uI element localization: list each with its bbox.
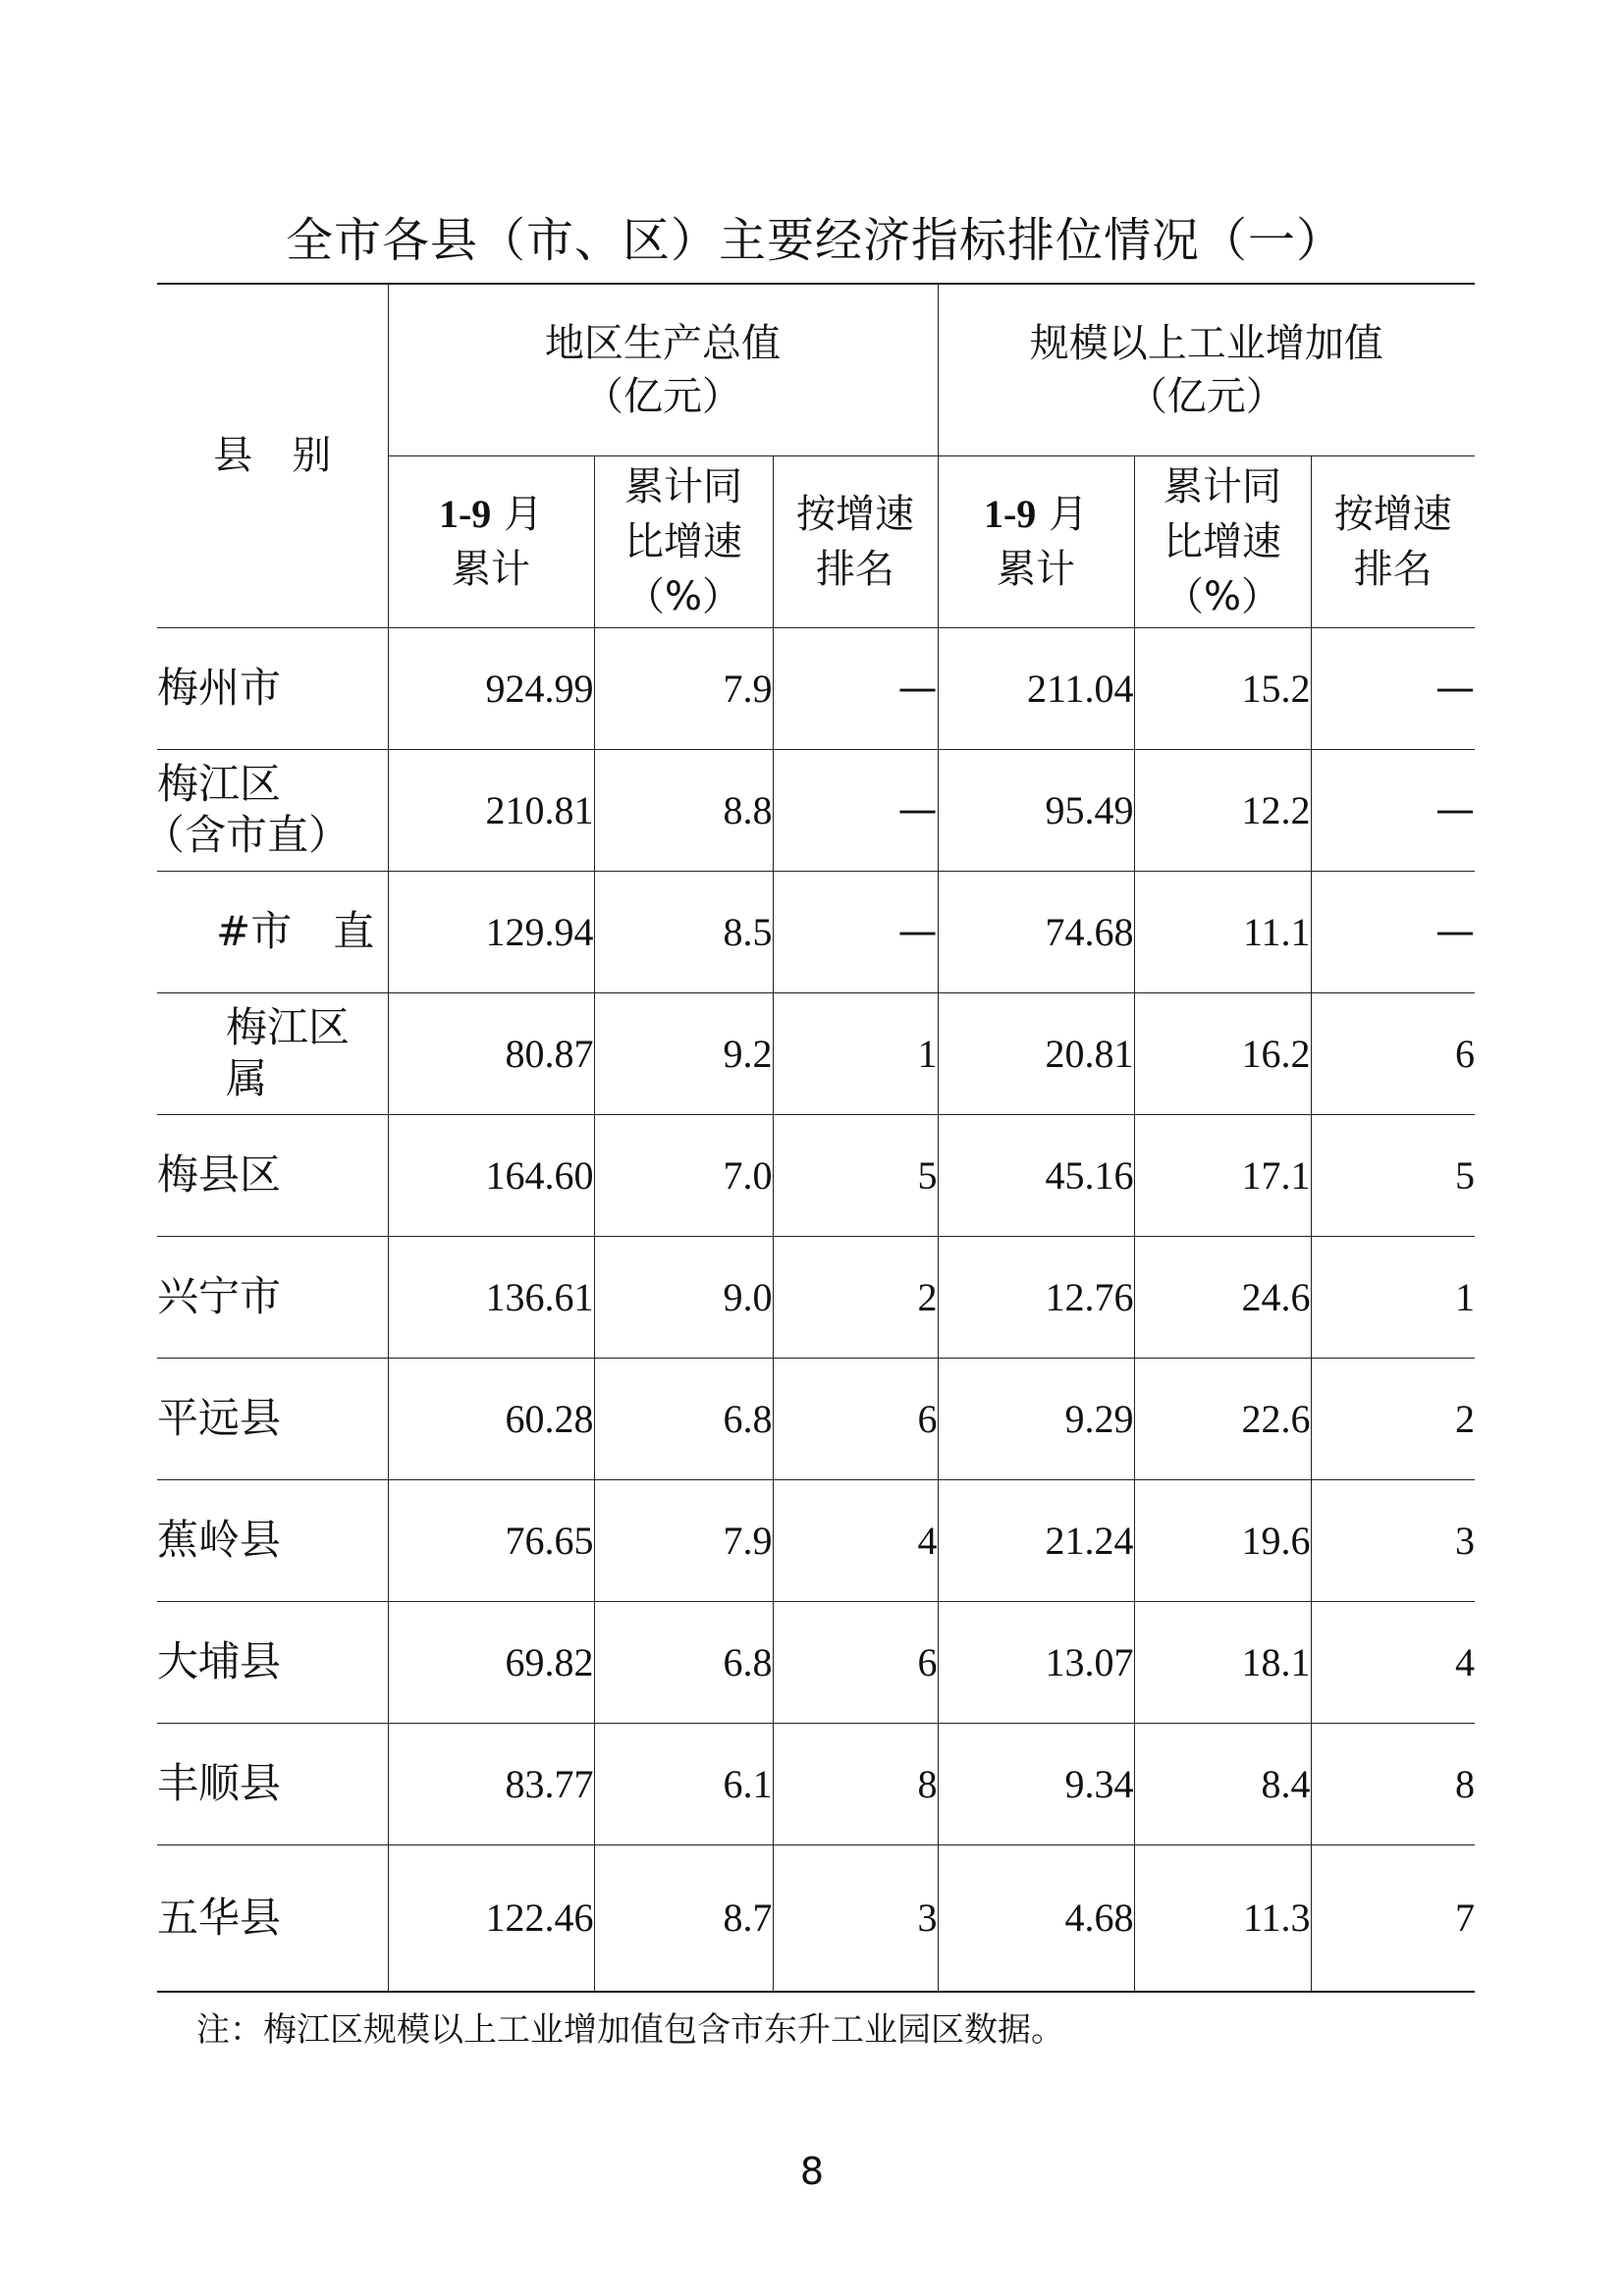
gdp-value: 83.77 [388,1723,594,1844]
industry-rank: — [1311,627,1475,749]
gdp-growth: 6.1 [594,1723,773,1844]
industry-growth: 19.6 [1134,1479,1311,1601]
gdp-growth: 6.8 [594,1358,773,1479]
table-row [157,749,1475,871]
gdp-value: 76.65 [388,1479,594,1601]
indicator-table [143,283,1476,1993]
industry-growth: 18.1 [1134,1601,1311,1723]
gdp-rank: 4 [773,1479,938,1601]
gdp-growth-header: 累计同 比增速 （%） [594,455,773,627]
industry-value: 21.24 [938,1479,1134,1601]
industry-rank: 5 [1311,1114,1475,1236]
industry-growth: 12.2 [1134,749,1311,871]
industry-value: 12.76 [938,1236,1134,1358]
industry-growth-header: 累计同 比增速 （%） [1134,455,1311,627]
gdp-growth: 7.9 [594,1479,773,1601]
gdp-value: 60.28 [388,1358,594,1479]
gdp-growth: 7.9 [594,627,773,749]
gdp-rank: 5 [773,1114,938,1236]
industry-rank: — [1311,749,1475,871]
county-header: 县 别 [157,284,388,627]
gdp-rank: — [773,749,938,871]
gdp-cumulative-header: 1-9 月 累计 [388,455,594,627]
gdp-rank: — [773,871,938,992]
industry-rank: 6 [1311,992,1475,1114]
table-row [157,1479,1475,1601]
gdp-value: 129.94 [388,871,594,992]
table-row [157,992,1475,1114]
gdp-growth: 8.7 [594,1844,773,1992]
industry-rank: — [1311,871,1475,992]
gdp-value: 136.61 [388,1236,594,1358]
gdp-rank: — [773,627,938,749]
industry-group-header: 规模以上工业增加值 （亿元） [938,284,1475,455]
industry-value: 45.16 [938,1114,1134,1236]
gdp-value: 210.81 [388,749,594,871]
gdp-growth: 9.0 [594,1236,773,1358]
county-name: 丰顺县 [157,1723,388,1844]
industry-growth: 11.1 [1134,871,1311,992]
industry-value: 211.04 [938,627,1134,749]
industry-growth: 24.6 [1134,1236,1311,1358]
page-number: 8 [799,2150,825,2193]
county-name: 大埔县 [157,1601,388,1723]
table-row [157,1601,1475,1723]
gdp-group-header: 地区生产总值 （亿元） [388,284,938,455]
industry-value: 13.07 [938,1601,1134,1723]
gdp-growth: 6.8 [594,1601,773,1723]
gdp-growth: 8.8 [594,749,773,871]
gdp-growth: 7.0 [594,1114,773,1236]
industry-growth: 22.6 [1134,1358,1311,1479]
gdp-value: 164.60 [388,1114,594,1236]
gdp-value: 69.82 [388,1601,594,1723]
industry-rank: 7 [1311,1844,1475,1992]
industry-value: 20.81 [938,992,1134,1114]
page-title: 全市各县（市、区）主要经济指标排位情况（一） [285,213,1344,268]
industry-growth: 11.3 [1134,1844,1311,1992]
industry-value: 74.68 [938,871,1134,992]
industry-growth: 15.2 [1134,627,1311,749]
gdp-value: 80.87 [388,992,594,1114]
gdp-rank-header: 按增速 排名 [773,455,938,627]
table-note: 注：梅江区规模以上工业增加值包含市东升工业园区数据。 [196,2010,1064,2050]
gdp-value: 924.99 [388,627,594,749]
industry-rank: 1 [1311,1236,1475,1358]
table-row [157,1723,1475,1844]
gdp-rank: 8 [773,1723,938,1844]
gdp-value: 122.46 [388,1844,594,1992]
industry-growth: 8.4 [1134,1723,1311,1844]
county-name: 五华县 [157,1844,388,1992]
table-row [157,627,1475,749]
gdp-rank: 3 [773,1844,938,1992]
county-name: 蕉岭县 [157,1479,388,1601]
gdp-rank: 6 [773,1601,938,1723]
industry-rank: 4 [1311,1601,1475,1723]
gdp-growth: 9.2 [594,992,773,1114]
county-name: 梅州市 [157,627,388,749]
county-name: 梅县区 [157,1114,388,1236]
county-name: 平远县 [157,1358,388,1479]
industry-value: 9.29 [938,1358,1134,1479]
gdp-rank: 1 [773,992,938,1114]
county-name: 兴宁市 [157,1236,388,1358]
table-row [157,871,1475,992]
county-name: 梅江区 （含市直） [157,749,388,871]
industry-rank: 8 [1311,1723,1475,1844]
table-row [157,1844,1475,1992]
table-row [157,1114,1475,1236]
gdp-rank: 2 [773,1236,938,1358]
table-row [157,1358,1475,1479]
county-name: #市 直 [157,871,388,992]
gdp-growth: 8.5 [594,871,773,992]
industry-growth: 16.2 [1134,992,1311,1114]
industry-rank: 3 [1311,1479,1475,1601]
table-row [157,1236,1475,1358]
county-name: 梅江区属 [157,992,388,1114]
gdp-rank: 6 [773,1358,938,1479]
industry-value: 95.49 [938,749,1134,871]
industry-cumulative-header: 1-9 月 累计 [938,455,1134,627]
industry-rank-header: 按增速 排名 [1311,455,1475,627]
industry-growth: 17.1 [1134,1114,1311,1236]
industry-value: 4.68 [938,1844,1134,1992]
industry-rank: 2 [1311,1358,1475,1479]
industry-value: 9.34 [938,1723,1134,1844]
